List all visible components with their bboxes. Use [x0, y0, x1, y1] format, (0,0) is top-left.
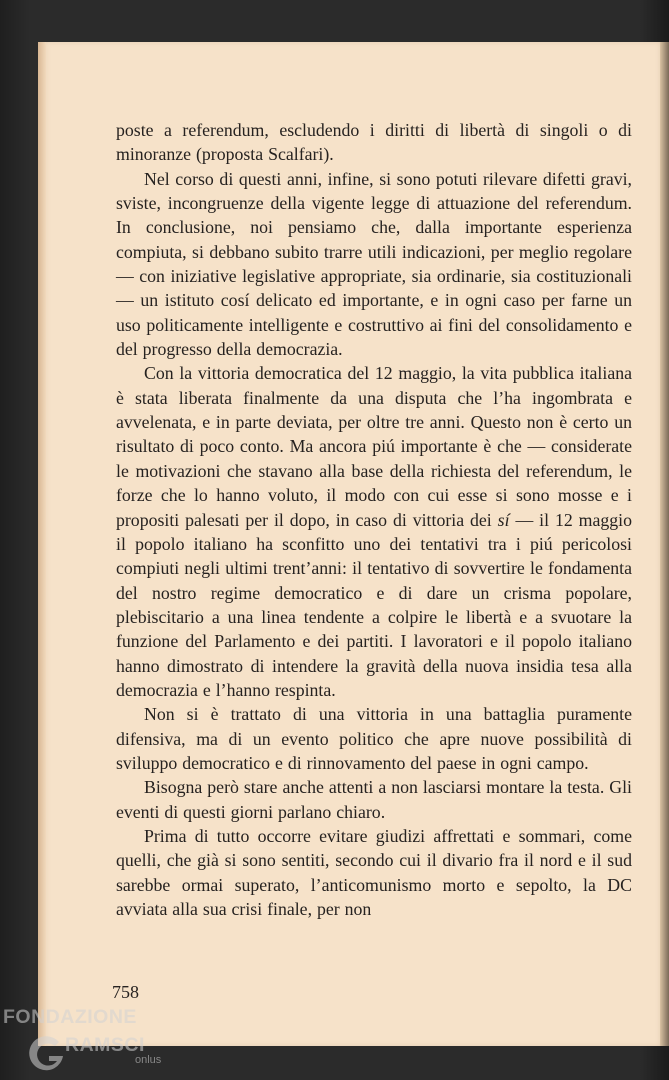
italic-si: sí	[497, 509, 510, 530]
paragraph-1: poste a referendum, escludendo i diritti di libertà di singoli o di minoranze (proposta Scalfari).	[116, 120, 632, 165]
paragraph-5: Bisogna però stare anche attenti a non lasciarsi montare la testa. Gli eventi di questi giorni parlano chiaro.	[116, 777, 632, 822]
paragraph-4: Non si è trattato di una vittoria in una battaglia puramente difensiva, ma di un evento politico che apre nuove possibilità di sviluppo democratico e di rinnovamento del paese in ogni campo.	[116, 704, 632, 773]
watermark-logo	[3, 1006, 203, 1076]
page-gutter-edge	[38, 42, 46, 1046]
watermark-line-3: onlus	[135, 1054, 162, 1066]
body-text	[116, 118, 632, 921]
paragraph-3-end: — il 12 maggio il popolo italiano ha sconfitto uno dei tentativi tra i piú pericolosi compiuti negli ultimi trent’anni: il tentativo di sovvertire le fondamenta del nostro regime democratico e di dare un crisma popolare, plebiscitario a una linea tendente a colpire le libertà e a svuotare la funzione del Parlamento e dei partiti. I lavoratori e il popolo italiano hanno dimostrato di intendere la gravità della nuova insidia tesa alla democrazia e l’hanno respinta.	[116, 509, 632, 700]
watermark-line-2: RAMSCI	[65, 1034, 145, 1056]
watermark-g-icon	[25, 1030, 69, 1074]
paragraph-6: Prima di tutto occorre evitare giudizi affrettati e sommari, come quelli, che già si sono sentiti, secondo cui il divario fra il nord e il sud sarebbe ormai superato, l’anticomunismo morto e sepolto, la DC avviata alla sua crisi finale, per non	[116, 825, 632, 919]
paragraph-3	[116, 361, 632, 702]
page-right-edge	[660, 42, 669, 1046]
watermark-line-1: FONDAZIONE	[3, 1006, 137, 1028]
paragraph-2: Nel corso di questi anni, infine, si sono potuti rilevare difetti gravi, sviste, incongruenze della vigente legge di attuazione del referendum. In conclusione, noi pensiamo che, dalla importante esperienza compiuta, si debbano subito trarre utili indicazioni, per meglio regolare — con iniziative legislative appropriate, sia ordinarie, sia costituzionali — un istituto cosí delicato ed importante, e in ogni caso per farne un uso politicamente intelligente e costruttivo ai fini del consolidamento e del progresso della democrazia.	[116, 168, 632, 360]
page-number: 758	[112, 982, 139, 1002]
paragraph-3-start: Con la vittoria democratica del 12 maggio, la vita pubblica italiana è stata liberata finalmente da una disputa che l’ha ingombrata e avvelenata, e in parte deviata, per oltre tre anni. Questo non è certo un risultato di poco conto. Ma ancora piú importante è che — considerate le motivazioni che stavano alla base della richiesta del referendum, le forze che lo hanno voluto, il modo con cui esse si sono mosse e i propositi palesati per il dopo, in caso di vittoria dei	[116, 363, 632, 530]
